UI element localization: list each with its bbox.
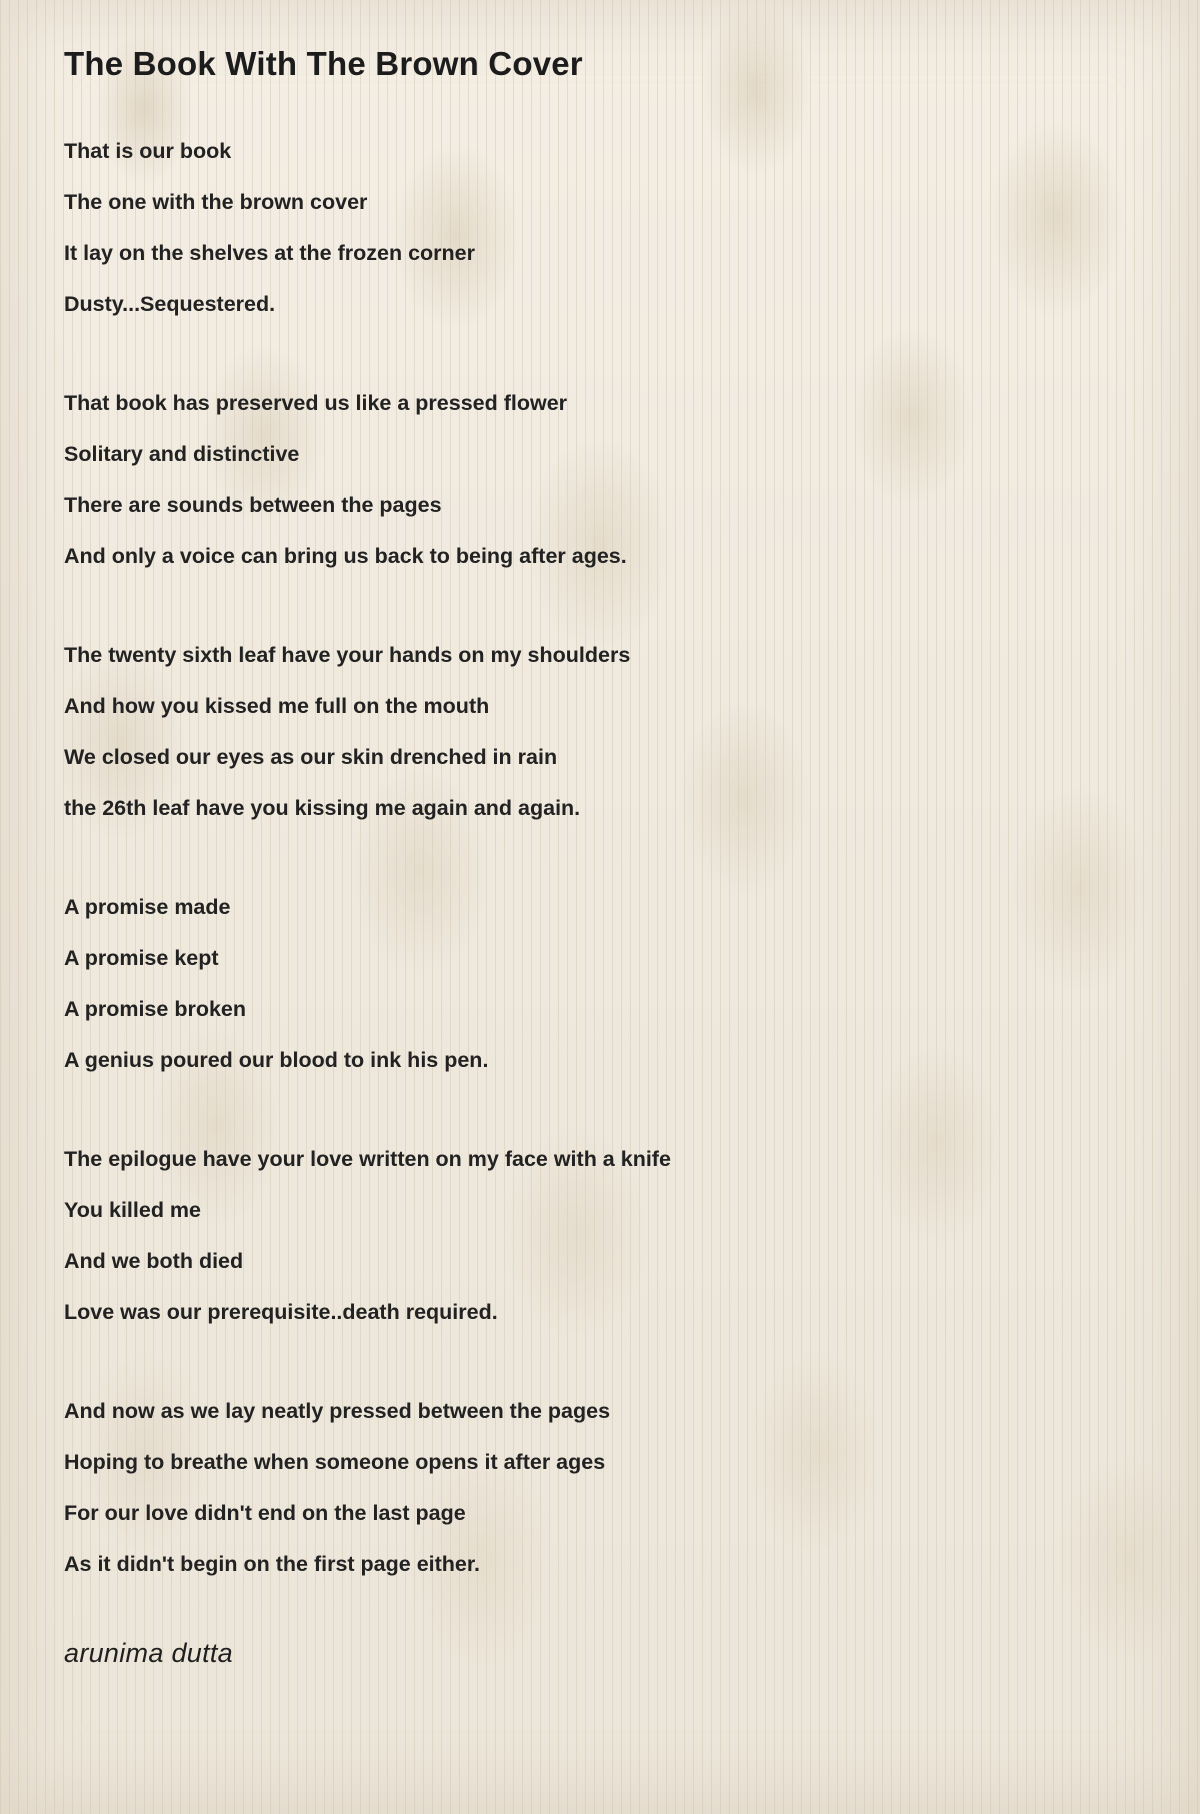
poem-line: The twenty sixth leaf have your hands on my shoulders	[64, 642, 631, 667]
poem-stanza	[64, 1134, 1140, 1338]
poem-line: The epilogue have your love written on my face with a knife	[64, 1146, 671, 1171]
poem-line: It lay on the shelves at the frozen corner	[64, 240, 475, 265]
author-name: arunima dutta	[64, 1637, 233, 1668]
poem-stanza	[64, 126, 1140, 330]
poem-stanza	[64, 630, 1140, 834]
poem-line: A promise made	[64, 894, 231, 919]
poem-line: Dusty...Sequestered.	[64, 291, 276, 316]
poem-line: Hoping to breathe when someone opens it after ages	[64, 1449, 606, 1474]
poem-line: That book has preserved us like a pressed flower	[64, 390, 568, 415]
poem-line: That is our book	[64, 138, 232, 163]
poem-line: And how you kissed me full on the mouth	[64, 693, 490, 718]
poem-line: And now as we lay neatly pressed between the pages	[64, 1398, 611, 1423]
poem-stanza	[64, 378, 1140, 582]
poem-line: the 26th leaf have you kissing me again and again.	[64, 795, 581, 820]
poem-line: And only a voice can bring us back to being after ages.	[64, 543, 627, 568]
poem-stanza	[64, 882, 1140, 1086]
poem-line: The one with the brown cover	[64, 189, 368, 214]
poem-line: Solitary and distinctive	[64, 441, 300, 466]
page-title: The Book With The Brown Cover	[64, 45, 583, 82]
poem-stanza	[64, 1386, 1140, 1590]
poem-line: There are sounds between the pages	[64, 492, 442, 517]
poem-line: Love was our prerequisite..death required.	[64, 1299, 498, 1324]
poem-line: As it didn't begin on the first page either.	[64, 1551, 481, 1576]
poem-line: You killed me	[64, 1197, 201, 1222]
poem-line: For our love didn't end on the last page	[64, 1500, 466, 1525]
poem-line: A promise broken	[64, 996, 246, 1021]
poem-line: And we both died	[64, 1248, 244, 1273]
poem-line: A promise kept	[64, 945, 219, 970]
poem-line: A genius poured our blood to ink his pen.	[64, 1047, 489, 1072]
poem-line: We closed our eyes as our skin drenched in rain	[64, 744, 558, 769]
